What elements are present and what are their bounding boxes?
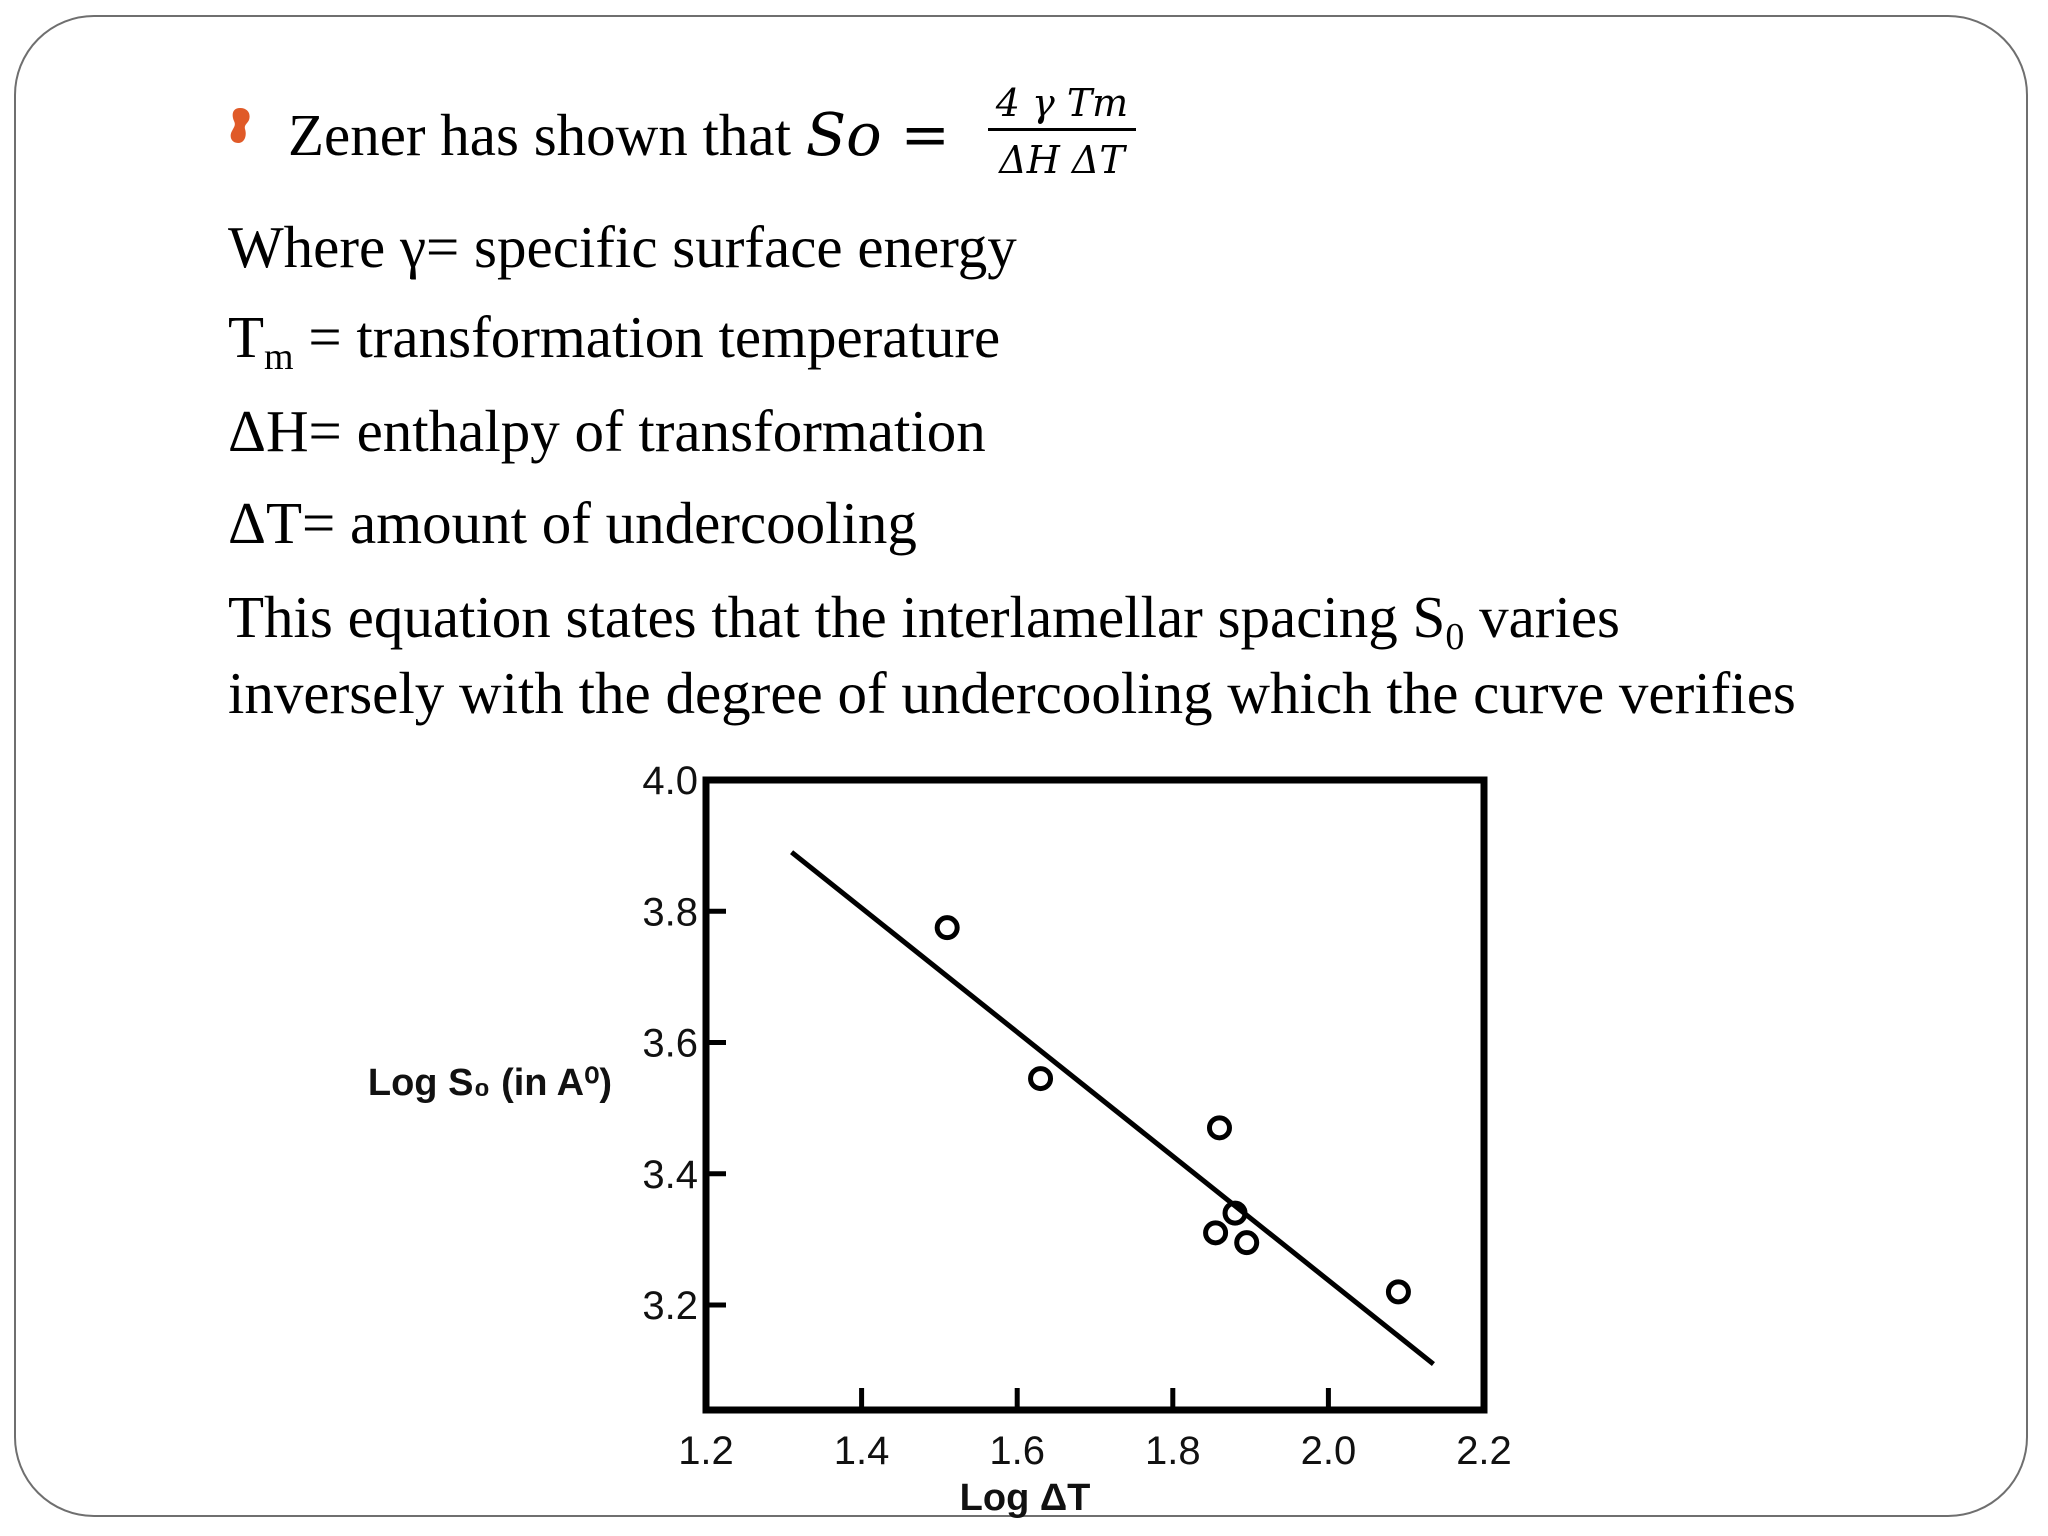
fraction-denominator: ΔH ΔT	[999, 138, 1125, 182]
zener-lhs: So =	[805, 100, 950, 169]
conclusion-line-2: inversely with the degree of undercooling which the curve verifies	[228, 660, 1796, 726]
conclusion-part-b: varies	[1464, 584, 1620, 650]
x-tick-label: 1.6	[989, 1429, 1046, 1473]
fraction-numerator: 4 γ Tm	[995, 81, 1129, 125]
definition-gamma: Where γ= specific surface energy	[228, 214, 1017, 280]
x-axis-title: Log ΔT	[959, 1477, 1091, 1519]
data-point	[937, 918, 957, 938]
y-tick-label: 4.0	[642, 759, 698, 803]
tm-rest: = transformation temperature	[293, 304, 1001, 370]
y-tick-label: 3.4	[642, 1152, 698, 1197]
y-tick-label: 3.8	[642, 890, 698, 935]
definition-dh: ΔH= enthalpy of transformation	[228, 398, 986, 464]
x-tick-label: 2.0	[1300, 1429, 1357, 1473]
x-tick-label: 2.2	[1456, 1429, 1512, 1473]
data-point	[1206, 1223, 1226, 1243]
fit-line	[792, 852, 1434, 1364]
conclusion-part-a: This equation states that the interlamellar spacing S	[228, 584, 1446, 650]
data-point	[1209, 1118, 1229, 1138]
data-point	[1031, 1069, 1051, 1089]
s0-subscript: 0	[1445, 616, 1465, 658]
x-tick-label: 1.4	[833, 1429, 890, 1473]
y-tick-label: 3.6	[642, 1021, 698, 1066]
y-tick-label: 3.2	[642, 1284, 698, 1328]
tm-subscript: m	[264, 336, 294, 378]
definition-dt: ΔT= amount of undercooling	[228, 490, 917, 556]
tm-symbol: T	[228, 304, 265, 370]
data-point	[1388, 1282, 1408, 1302]
data-point	[1237, 1233, 1257, 1253]
x-tick-label: 1.8	[1144, 1429, 1201, 1473]
y-axis-title: Log S₀ (in A⁰)	[367, 1062, 612, 1104]
x-tick-label: 1.2	[678, 1429, 734, 1473]
zener-prefix: Zener has shown that	[288, 102, 806, 168]
